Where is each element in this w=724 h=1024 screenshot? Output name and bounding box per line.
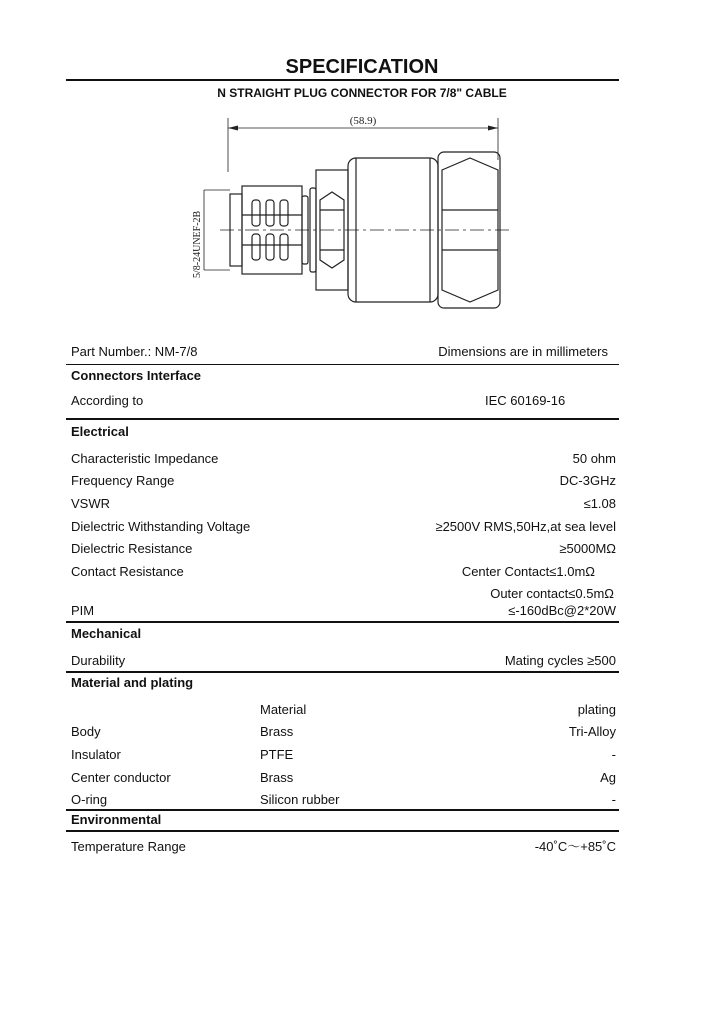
electrical-label: Characteristic Impedance <box>71 451 219 466</box>
outer-contact-value: Outer contact≤0.5mΩ <box>490 586 614 601</box>
environmental-label: Temperature Range <box>71 839 186 854</box>
section-rule <box>66 364 619 365</box>
material-column-header: Material <box>260 702 307 717</box>
pim-value: ≤-160dBc@2*20W <box>508 603 616 618</box>
section-heading-interface: Connectors Interface <box>71 368 202 383</box>
section-rule <box>66 621 619 623</box>
section-rule <box>66 809 619 811</box>
material-row-part: O-ring <box>71 792 108 807</box>
mechanical-value: Mating cycles ≥500 <box>504 653 616 668</box>
connector-drawing <box>180 110 520 340</box>
document-title: SPECIFICATION <box>285 56 439 78</box>
electrical-label: Dielectric Resistance <box>71 541 193 556</box>
document-subtitle: N STRAIGHT PLUG CONNECTOR FOR 7/8" CABLE <box>217 86 507 100</box>
material-row-material: Brass <box>260 770 294 785</box>
mechanical-label: Durability <box>71 653 126 668</box>
section-heading-mechanical: Mechanical <box>71 626 142 641</box>
dimensions-note: Dimensions are in millimeters <box>438 344 608 359</box>
material-row-part: Insulator <box>71 747 121 762</box>
overall-length-label: (58.9) <box>349 115 377 127</box>
electrical-value: ≥2500V RMS,50Hz,at sea level <box>435 519 616 534</box>
material-row-material: Brass <box>260 724 294 739</box>
material-row-material: PTFE <box>260 747 294 762</box>
electrical-label: Contact Resistance <box>71 564 184 579</box>
section-heading-material: Material and plating <box>71 675 194 690</box>
part-number: Part Number.: NM-7/8 <box>71 344 198 359</box>
plating-column-header: plating <box>577 702 616 717</box>
section-rule <box>66 830 619 832</box>
title-rule <box>66 79 619 81</box>
electrical-label: Dielectric Withstanding Voltage <box>71 519 251 534</box>
section-rule <box>66 671 619 673</box>
environmental-value: -40˚C～+85˚C <box>534 839 616 854</box>
section-rule <box>66 418 619 420</box>
material-row-plating: - <box>611 792 616 807</box>
material-row-plating: - <box>611 747 616 762</box>
electrical-value: 50 ohm <box>572 451 616 466</box>
electrical-value: ≤1.08 <box>583 496 616 511</box>
section-heading-environmental: Environmental <box>71 812 162 827</box>
section-heading-electrical: Electrical <box>71 424 129 439</box>
material-row-material: Silicon rubber <box>260 792 340 807</box>
material-row-plating: Ag <box>600 770 616 785</box>
electrical-label: Frequency Range <box>71 473 175 488</box>
pim-label: PIM <box>71 603 95 618</box>
electrical-value: ≥5000MΩ <box>559 541 616 556</box>
thread-label: 5/8-24UNEF-2B <box>192 210 203 278</box>
material-row-plating: Tri-Alloy <box>568 724 616 739</box>
material-row-part: Center conductor <box>71 770 171 785</box>
material-row-part: Body <box>71 724 101 739</box>
interface-value: IEC 60169-16 <box>485 393 566 408</box>
electrical-label: VSWR <box>71 496 110 511</box>
electrical-value: Center Contact≤1.0mΩ <box>461 564 595 579</box>
electrical-value: DC-3GHz <box>559 473 616 488</box>
interface-label: According to <box>71 393 144 408</box>
